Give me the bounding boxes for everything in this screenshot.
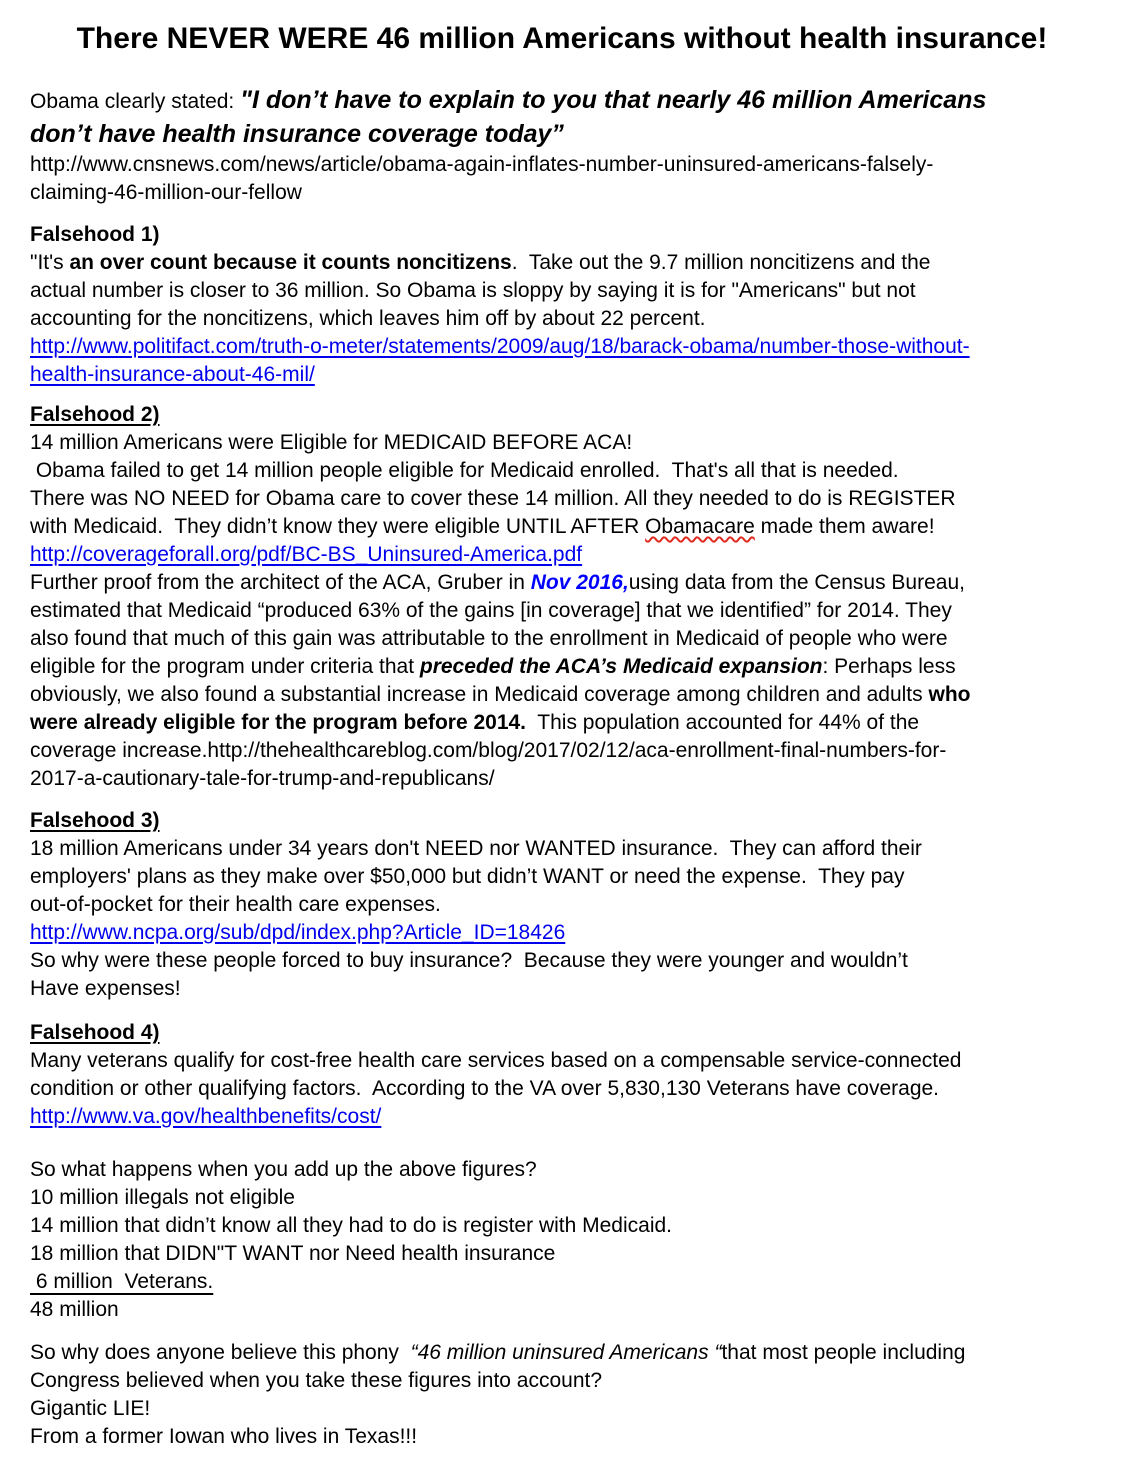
- misspelled-word: Obamacare: [645, 515, 755, 538]
- text-line: also found that much of this gain was attributable to the enrollment in Medicaid of people who were: [30, 627, 948, 650]
- text-line: actual number is closer to 36 million. So Obama is sloppy by saying it is for "Americans" but not: [30, 279, 916, 302]
- text-line: Many veterans qualify for cost-free health care services based on a compensable service-connected: [30, 1049, 962, 1072]
- text-line: [30, 681, 1094, 709]
- text-line: [30, 709, 1094, 737]
- text-line: [30, 569, 1094, 597]
- heading-text: Falsehood 3): [30, 809, 160, 832]
- text-line: out-of-pocket for their health care expenses.: [30, 893, 441, 916]
- text-run: using data from the Census Bureau,: [628, 571, 965, 594]
- text-line: condition or other qualifying factors. According to the VA over 5,830,130 Veterans have coverage.: [30, 1077, 940, 1100]
- text-run-bold: who: [928, 683, 971, 706]
- text-run: This population accounted for 44% of the: [526, 711, 920, 734]
- text-line: 2017-a-cautionary-tale-for-trump-and-republicans/: [30, 767, 495, 790]
- tally-line-medicaid: 14 million that didn’t know all they had to do is register with Medicaid.: [30, 1214, 672, 1237]
- va-link[interactable]: http://www.va.gov/healthbenefits/cost/: [30, 1105, 382, 1128]
- text-line: 14 million Americans were Eligible for MEDICAID BEFORE ACA!: [30, 431, 633, 454]
- text-run: So why does anyone believe this phony: [30, 1341, 411, 1364]
- text-line: employers' plans as they make over $50,000 but didn’t WANT or need the expense. They pay: [30, 865, 905, 888]
- falsehood-3-heading: [30, 807, 1094, 835]
- text-line: [30, 919, 1094, 947]
- heading-text: Falsehood 4): [30, 1021, 160, 1044]
- text-line: [30, 653, 1094, 681]
- text-run: "It's: [30, 251, 70, 274]
- tally-total: 48 million: [30, 1298, 119, 1321]
- text-run: Further proof from the architect of the ACA, Gruber in: [30, 571, 531, 594]
- text-line: Have expenses!: [30, 977, 181, 1000]
- text-line: estimated that Medicaid “produced 63% of the gains [in coverage] that we identified” for 2014. They: [30, 599, 952, 622]
- text-run: with Medicaid. They didn’t know they were eligible UNTIL AFTER: [30, 515, 646, 538]
- text-line: 18 million Americans under 34 years don't NEED nor WANTED insurance. They can afford their: [30, 837, 922, 860]
- falsehood-1-heading: Falsehood 1): [30, 223, 160, 246]
- text-run-bold-italic: preceded the ACA’s Medicaid expansion: [419, 655, 823, 678]
- tally-line-illegals: 10 million illegals not eligible: [30, 1186, 295, 1209]
- text-line: [30, 513, 1094, 541]
- politifact-link-line-2[interactable]: health-insurance-about-46-mil/: [30, 363, 315, 386]
- text-line: [30, 249, 1094, 277]
- text-line: There was NO NEED for Obama care to cover these 14 million. All they needed to do is REGISTER: [30, 487, 956, 510]
- text-line: [30, 541, 1094, 569]
- tally-line-didnt-want: 18 million that DIDN"T WANT nor Need health insurance: [30, 1242, 556, 1265]
- closing-line-3: Gigantic LIE!: [30, 1397, 151, 1420]
- closing-line-2: Congress believed when you take these figures into account?: [30, 1369, 603, 1392]
- text-line: [30, 1103, 1094, 1131]
- closing-line-4: From a former Iowan who lives in Texas!!!: [30, 1425, 418, 1448]
- ncpa-link[interactable]: http://www.ncpa.org/sub/dpd/index.php?Article_ID=18426: [30, 921, 566, 944]
- text-run-italic: “46 million uninsured Americans “: [410, 1341, 722, 1364]
- obama-quote-line-1: [30, 84, 1094, 118]
- cnsnews-url-line-2: claiming-46-million-our-fellow: [30, 181, 302, 204]
- falsehood-2-heading: [30, 401, 1094, 429]
- text-run: that most people including: [721, 1341, 966, 1364]
- summary-question: So what happens when you add up the above figures?: [30, 1158, 537, 1181]
- text-line: So why were these people forced to buy insurance? Because they were younger and wouldn’t: [30, 949, 908, 972]
- closing-line-1: [30, 1339, 1094, 1367]
- underlined-sum-text: 6 million Veterans.: [30, 1270, 214, 1293]
- quote-text: "I don’t have to explain to you that nearly 46 million Americans: [240, 86, 987, 114]
- text-line: [30, 361, 1094, 389]
- document-title: There NEVER WERE 46 million Americans without health insurance!: [76, 22, 1048, 55]
- text-line: Obama failed to get 14 million people eligible for Medicaid enrolled. That's all that is needed.: [30, 459, 899, 482]
- text-run-bold: were already eligible for the program before 2014.: [30, 711, 527, 734]
- obama-quote-line-2: don’t have health insurance coverage today”: [30, 120, 564, 148]
- nov-2016-highlight: Nov 2016,: [530, 571, 629, 594]
- coverageforall-link[interactable]: http://coverageforall.org/pdf/BC-BS_Uninsured-America.pdf: [30, 543, 583, 566]
- falsehood-4-heading: [30, 1019, 1094, 1047]
- text-run-bold: an over count because it counts noncitizens: [69, 251, 512, 274]
- cnsnews-url-line-1: http://www.cnsnews.com/news/article/obama-again-inflates-number-uninsured-americans-falsely-: [30, 153, 934, 176]
- text-line: [30, 333, 1094, 361]
- text-line: accounting for the noncitizens, which leaves him off by about 22 percent.: [30, 307, 706, 330]
- text-run: made them aware!: [754, 515, 935, 538]
- text-run: : Perhaps less: [822, 655, 956, 678]
- text-run: eligible for the program under criteria that: [30, 655, 420, 678]
- text-line: coverage increase.http://thehealthcareblog.com/blog/2017/02/12/aca-enrollment-final-numbers-for-: [30, 739, 947, 762]
- tally-line-veterans: [30, 1268, 1094, 1296]
- text-run: obviously, we also found a substantial increase in Medicaid coverage among children and adults: [30, 683, 929, 706]
- politifact-link-line-1[interactable]: http://www.politifact.com/truth-o-meter/statements/2009/aug/18/barack-obama/number-those-without-: [30, 335, 970, 358]
- quote-attribution: Obama clearly stated:: [30, 90, 241, 113]
- text-run: . Take out the 9.7 million noncitizens and the: [511, 251, 931, 274]
- heading-text: Falsehood 2): [30, 403, 160, 426]
